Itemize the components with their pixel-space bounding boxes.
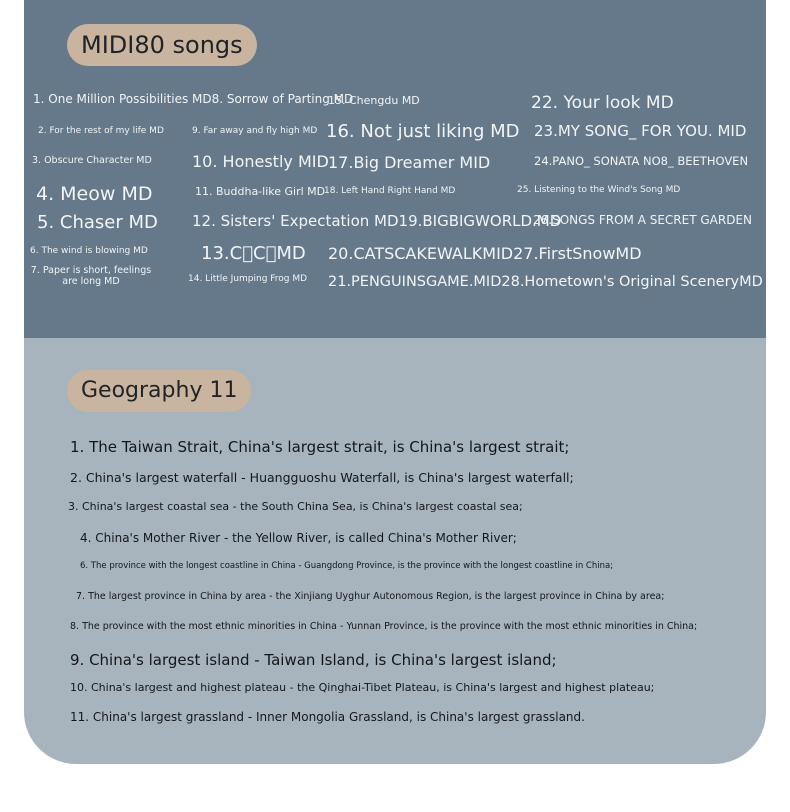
song-item-6: 6. The wind is blowing MD — [30, 246, 148, 256]
song-item-5: 5. Chaser MD — [37, 212, 158, 233]
song-item-18: 18. Left Hand Right Hand MD — [324, 186, 456, 196]
song-item-16: 16. Not just liking MD — [326, 121, 520, 142]
song-item-2: 2. For the rest of my life MD — [38, 126, 164, 136]
song-item-7: 7. Paper is short, feelings are long MD — [30, 265, 152, 287]
song-item-14: 14. Little Jumping Frog MD — [188, 274, 308, 284]
song-item-15: 15. Chengdu MD — [328, 94, 420, 107]
song-item-21-28: 21.PENGUINSGAME.MID28.Hometown's Original SceneryMD — [328, 274, 763, 290]
song-item-25: 25. Listening to the Wind's Song MD — [517, 185, 681, 195]
song-item-17: 17.Big Dreamer MID — [328, 153, 491, 172]
song-item-11: 11. Buddha-like Girl MD — [195, 185, 326, 198]
song-item-13: 13.C C MD — [201, 243, 306, 264]
geo-item-4: 4. China's Mother River - the Yellow River, is called China's Mother River; — [80, 531, 517, 545]
song-item-4: 4. Meow MD — [36, 183, 153, 205]
content-card — [24, 0, 766, 764]
geo-item-10: 10. China's largest and highest plateau - the Qinghai-Tibet Plateau, is China's largest and highest plateau; — [70, 681, 655, 694]
song-item-1-8: 1. One Million Possibilities MD8. Sorrow of Parting MD — [33, 92, 354, 106]
geo-item-7: 7. The largest province in China by area - the Xinjiang Uyghur Autonomous Region, is the largest province in China by area; — [76, 591, 665, 602]
geo-item-3: 3. China's largest coastal sea - the South China Sea, is China's largest coastal sea; — [68, 500, 523, 513]
geo-item-11: 11. China's largest grassland - Inner Mongolia Grassland, is China's largest grassland. — [70, 710, 585, 724]
song-item-22: 22. Your look MD — [531, 93, 674, 113]
geography-header-pill: Geography 11 — [67, 370, 251, 412]
song-item-12-19: 12. Sisters' Expectation MD19.BIGBIGWORLD.MD — [192, 212, 562, 230]
song-item-24: 24.PANO_ SONATA NO8_ BEETHOVEN — [534, 154, 749, 168]
geo-item-8: 8. The province with the most ethnic minorities in China - Yunnan Province, is the province with the most ethnic minorities in China; — [70, 621, 698, 632]
geo-item-6: 6. The province with the longest coastline in China - Guangdong Province, is the province with the longest coastline in China; — [80, 561, 614, 571]
song-item-9: 9. Far away and fly high MD — [192, 126, 318, 136]
songs-section — [24, 0, 766, 338]
songs-header-pill: MIDI80 songs — [67, 24, 257, 66]
song-item-3: 3. Obscure Character MD — [32, 155, 152, 166]
geo-item-2: 2. China's largest waterfall - Huangguoshu Waterfall, is China's largest waterfall; — [70, 470, 574, 485]
geo-item-9: 9. China's largest island - Taiwan Island, is China's largest island; — [70, 651, 557, 669]
geo-item-1: 1. The Taiwan Strait, China's largest strait, is China's largest strait; — [70, 438, 570, 456]
song-item-20-27: 20.CATSCAKEWALKMID27.FirstSnowMD — [328, 244, 642, 263]
song-item-23: 23.MY SONG_ FOR YOU. MID — [534, 122, 747, 140]
song-item-10: 10. Honestly MID — [192, 152, 329, 171]
song-item-26: 26.SONGS FROM A SECRET GARDEN — [533, 213, 753, 227]
